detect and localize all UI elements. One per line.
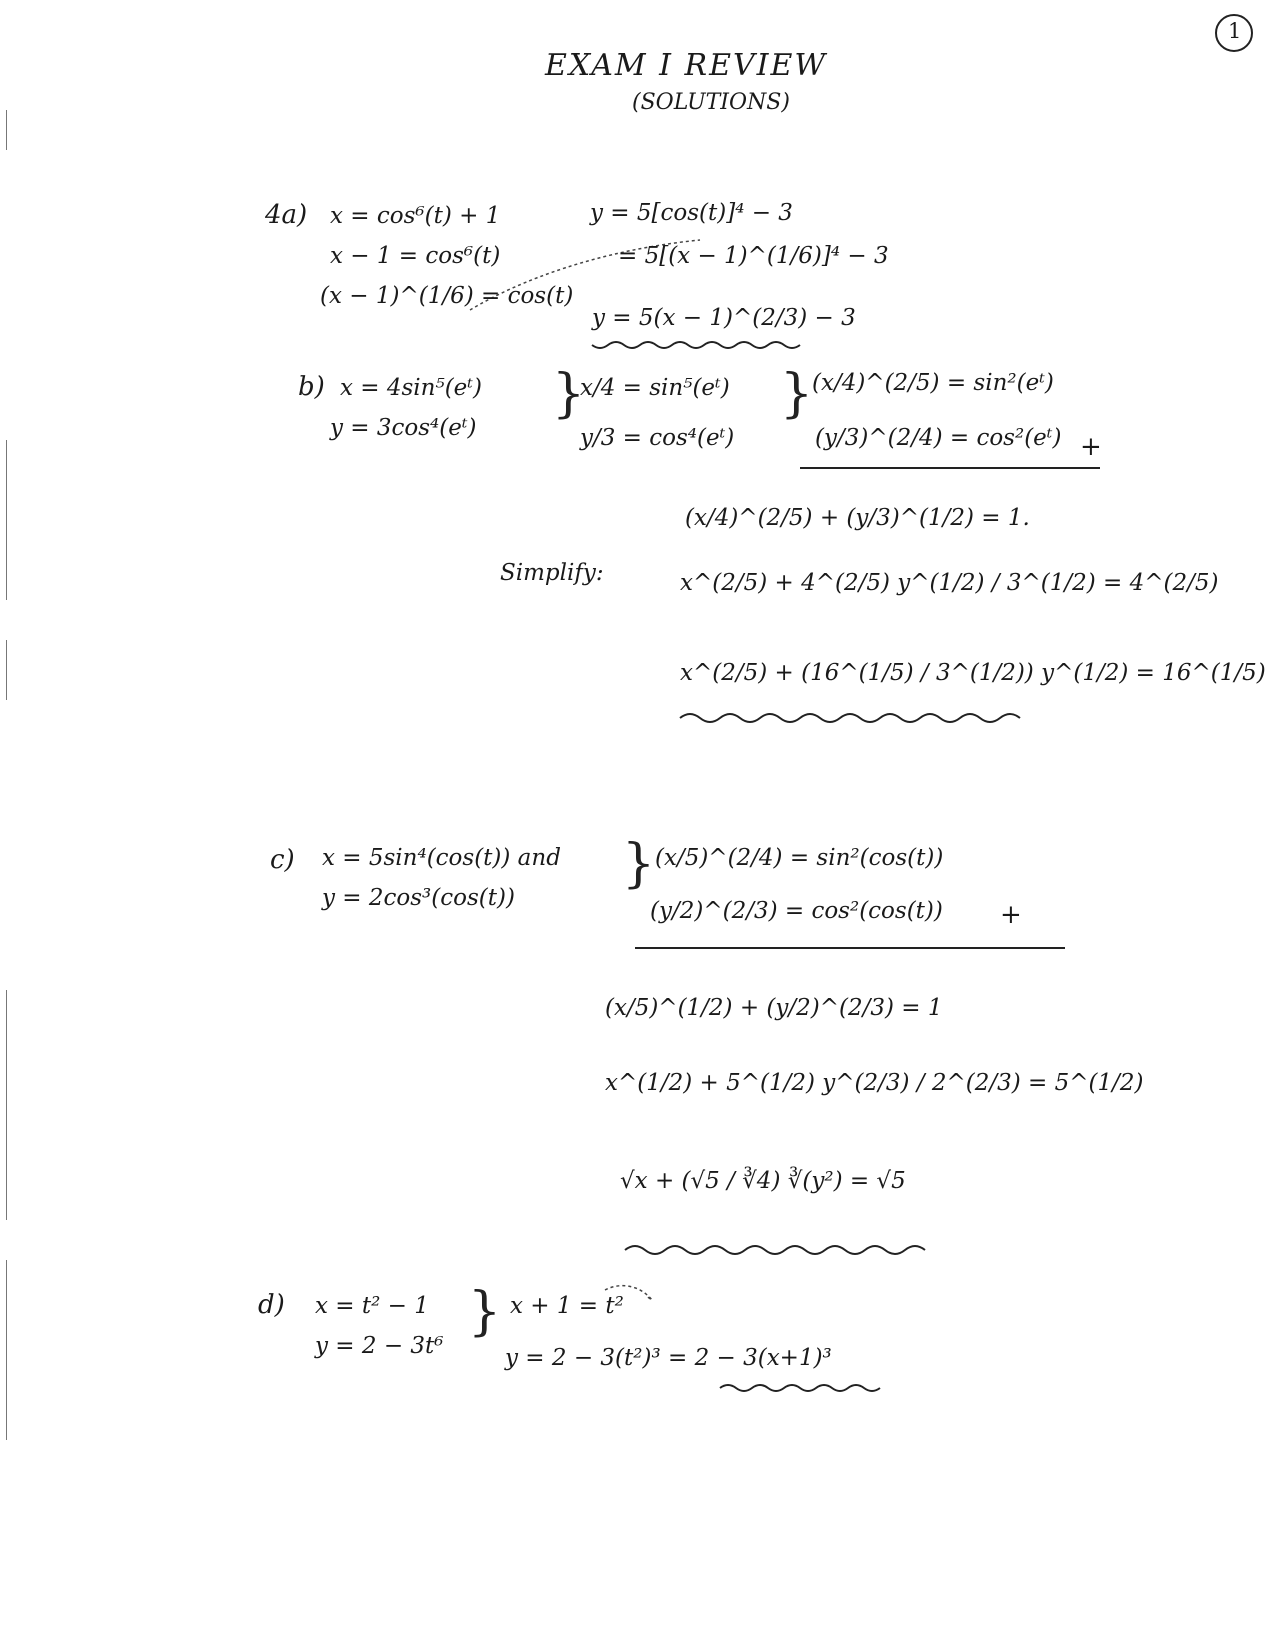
plus-sign: + — [1000, 900, 1022, 930]
problem-c-label: c) — [270, 845, 295, 875]
problem-a-left-line: x = cos⁶(t) + 1 — [330, 203, 501, 229]
problem-d-given-line: x = t² − 1 — [315, 1293, 429, 1319]
problem-a-right-line: y = 5[cos(t)]⁴ − 3 — [590, 200, 793, 226]
problem-a-right-line: = 5[(x − 1)^(1/6)]⁴ − 3 — [618, 243, 889, 269]
problem-c-right-line: (x/5)^(2/4) = sin²(cos(t)) — [655, 845, 944, 871]
problem-b-sum: (x/4)^(2/5) + (y/3)^(1/2) = 1. — [685, 505, 1030, 531]
answer-underline-c — [625, 1246, 925, 1254]
brace-glyph: } — [468, 1282, 502, 1342]
brace-glyph: } — [552, 364, 586, 424]
problem-d-right-line: x + 1 = t² — [510, 1293, 624, 1319]
problem-c-given-line: x = 5sin⁴(cos(t)) and — [322, 845, 561, 871]
answer-underline-b — [680, 714, 1020, 722]
problem-b-middle-line: y/3 = cos⁴(eᵗ) — [580, 425, 735, 451]
problem-d-answer: y = 2 − 3(t²)³ = 2 − 3(x+1)³ — [505, 1345, 832, 1371]
page-number: 1 — [1228, 19, 1242, 43]
problem-b-given-line: y = 3cos⁴(eᵗ) — [330, 415, 477, 441]
problem-d-given-line: y = 2 − 3t⁶ — [315, 1333, 444, 1359]
answer-underline-d — [720, 1385, 880, 1391]
answer-underline-a — [592, 342, 800, 348]
problem-b-right-line: (x/4)^(2/5) = sin²(eᵗ) — [812, 370, 1054, 396]
page-title: EXAM I REVIEW — [545, 48, 828, 83]
problem-a-answer: y = 5(x − 1)^(2/3) − 3 — [592, 305, 856, 331]
plus-sign: + — [1080, 432, 1102, 462]
problem-b-given-line: x = 4sin⁵(eᵗ) — [340, 375, 482, 401]
problem-b-right-line: (y/3)^(2/4) = cos²(eᵗ) — [815, 425, 1062, 451]
page-subtitle: (SOLUTIONS) — [632, 90, 790, 115]
brace-glyph: } — [780, 364, 814, 424]
problem-b-step: x^(2/5) + 4^(2/5) y^(1/2) / 3^(1/2) = 4^(2/5) — [680, 570, 1219, 596]
brace-glyph: } — [622, 834, 656, 894]
problem-b-answer: x^(2/5) + (16^(1/5) / 3^(1/2)) y^(1/2) = 16^(1/5) — [680, 660, 1266, 686]
problem-c-sum: (x/5)^(1/2) + (y/2)^(2/3) = 1 — [605, 995, 943, 1021]
problem-b-label: b) — [298, 372, 325, 402]
problem-a-label: 4a) — [265, 200, 308, 230]
problem-d-label: d) — [258, 1290, 285, 1320]
problem-c-given-line: y = 2cos³(cos(t)) — [322, 885, 515, 911]
problem-b-middle-line: x/4 = sin⁵(eᵗ) — [580, 375, 730, 401]
problem-c-step: x^(1/2) + 5^(1/2) y^(2/3) / 2^(2/3) = 5^(1/2) — [605, 1070, 1144, 1096]
simplify-label: Simplify: — [500, 560, 604, 586]
problem-c-answer: √x + (√5 / ∛4) ∛(y²) = √5 — [620, 1168, 906, 1194]
problem-a-left-line: (x − 1)^(1/6) = cos(t) — [320, 283, 574, 309]
problem-c-right-line: (y/2)^(2/3) = cos²(cos(t)) — [650, 898, 943, 924]
problem-a-left-line: x − 1 = cos⁶(t) — [330, 243, 501, 269]
